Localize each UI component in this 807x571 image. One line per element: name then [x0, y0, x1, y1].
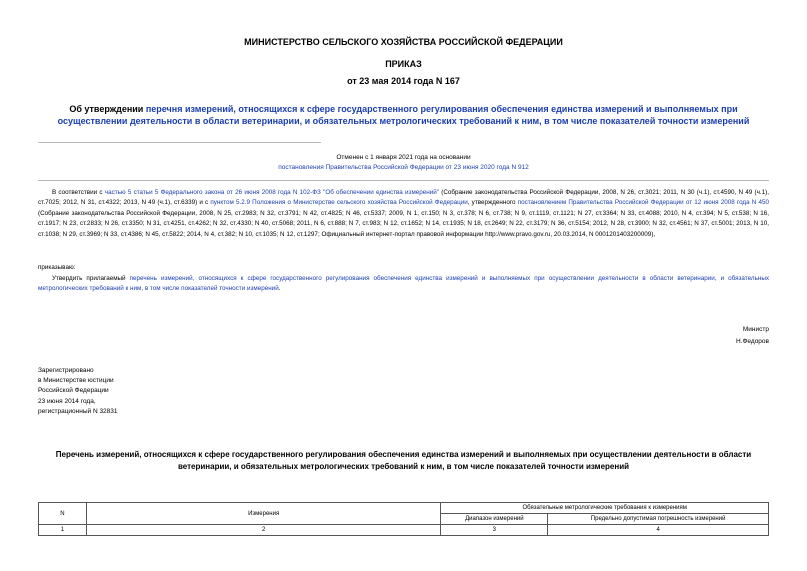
measurements-table	[38, 502, 769, 536]
title-prefix: Об утверждении	[69, 104, 146, 114]
preamble-link-decree[interactable]: постановлением Правительства Российской Федерации от 12 июня 2008 года N 450	[517, 199, 769, 207]
registration-line-5: регистрационный N 32831	[38, 407, 118, 415]
header-cell-measurements: Измерения	[86, 503, 440, 525]
list-title: Перечень измерений, относящихся к сфере государственного регулирования обеспечения единства измерений и выполняемых при осуществлении деятельности в области ветеринарии, и обязательных метрологических требований к ним, в том числе показателей точности измерений	[55, 450, 752, 471]
registration-block	[38, 366, 118, 417]
preamble-text-3: , утвержденного	[467, 199, 518, 207]
preamble-text-1: В соответствии с	[52, 189, 105, 196]
registration-line-1: Зарегистрировано	[38, 367, 94, 374]
table-cell: 3	[441, 525, 548, 536]
divider-short	[38, 142, 321, 143]
preamble-paragraph	[38, 188, 769, 240]
date-number-heading: от 23 мая 2014 года N 167	[347, 76, 460, 86]
preamble-link-regulation[interactable]: пунктом 5.2.9 Положения о Министерстве сельского хозяйства Российской Федерации	[210, 199, 468, 207]
signature-name: Н.Федоров	[735, 338, 769, 345]
table-cell: 4	[548, 525, 769, 536]
cancellation-note	[0, 153, 807, 173]
registration-line-3: Российской Федерации	[38, 387, 109, 395]
registration-line-2: в Министерстве юстиции	[38, 377, 114, 385]
header-cell-requirements: Обязательные метрологические требования к измерениям	[441, 503, 769, 514]
registration-line-4: 23 июня 2014 года,	[38, 397, 96, 405]
header-cell-range: Диапазон измерений	[441, 514, 548, 525]
signature-role: Министр	[742, 326, 769, 333]
table-header-row	[39, 503, 769, 514]
approve-text-2: .	[278, 285, 281, 293]
preamble-text-2: (Собрание законодательства Российской Федерации, 2008, N 26, ст.3021; 2011, N 30 (ч.1), ст.4590, N 49 (ч.1), ст.7025; 2012, N 31, ст.4322; 2013, N 49 (ч.1), ст.6339) и с	[38, 189, 769, 207]
ministry-heading: МИНИСТЕРСТВО СЕЛЬСКОГО ХОЗЯЙСТВА РОССИЙСКОЙ ФЕДЕРАЦИИ	[244, 37, 563, 47]
doc-type-heading: ПРИКАЗ	[385, 59, 422, 69]
approve-text-1: Утвердить прилагаемый	[52, 275, 130, 282]
order-word: приказываю:	[38, 264, 76, 271]
signature-block	[736, 324, 769, 348]
cancellation-text: Отменен с 1 января 2021 года на основании	[336, 154, 471, 161]
header-cell-n: N	[39, 503, 87, 525]
table-cell: 2	[86, 525, 440, 536]
preamble-link-law[interactable]: частью 5 статьи 5 Федерального закона от 26 июня 2008 года N 102-ФЗ "Об обеспечении единства измерений"	[104, 189, 440, 196]
approve-paragraph	[38, 274, 769, 295]
cancellation-link[interactable]: постановления Правительства Российской Федерации от 23 июня 2020 года N 912	[278, 164, 529, 171]
divider-full	[38, 180, 769, 181]
header-cell-accuracy: Предельно допустимая погрешность измерений	[548, 514, 769, 525]
title-link[interactable]: перечня измерений, относящихся к сфере государственного регулирования обеспечения единства измерений и выполняемых при осуществлении деятельности в области ветеринарии, и обязательных метрологических требований к ним, в том числе показателей точности измерений	[57, 104, 750, 126]
approve-link[interactable]: перечень измерений, относящихся к сфере государственного регулирования обеспечения единства измерений и выполняемых при осуществлении деятельности в области ветеринарии, и обязательных метрологических требований к ним, в том числе показателей точности измерений	[38, 275, 769, 293]
document-title	[38, 103, 769, 127]
preamble-text-4: (Собрание законодательства Российской Федерации, 2008, N 25, ст.2983; N 32, ст.3791; N 42, ст.4825; N 46, ст.5337; 2009, N 1, ст.150; N 3, ст.378; N 6, ст.738; N 9, ст.1119, ст.1121; N 27, ст.3364; N 33, ст.4088; 2010, N 4, ст.394; N 5, ст.538; N 16, ст.1917; N 23, ст.2833; N 26, ст.3350; N 31, ст.4251, ст.4262; N 32, ст.4330; N 40, ст.5068; 2011, N 6, ст.888; N 7, ст.983; N 12, ст.1652; N 14, ст.1935; N 18, ст.2649; N 22, ст.3179; N 36, ст.5154; 2012, N 28, ст.3900; N 32, ст.4561; N 37, ст.5001; 2013, N 10, ст.1038; N 29, ст.3969; N 33, ст.4386; N 45, ст.5822; 2014, N 4, ст.382; N 10, ст.1035; N 12, ст.1297; Официальный интернет-портал правовой информации http://www.pravo.gov.ru, 20.03.2014, N 0001201403200009),	[38, 209, 769, 238]
table-row	[39, 525, 769, 536]
table-cell: 1	[39, 525, 87, 536]
